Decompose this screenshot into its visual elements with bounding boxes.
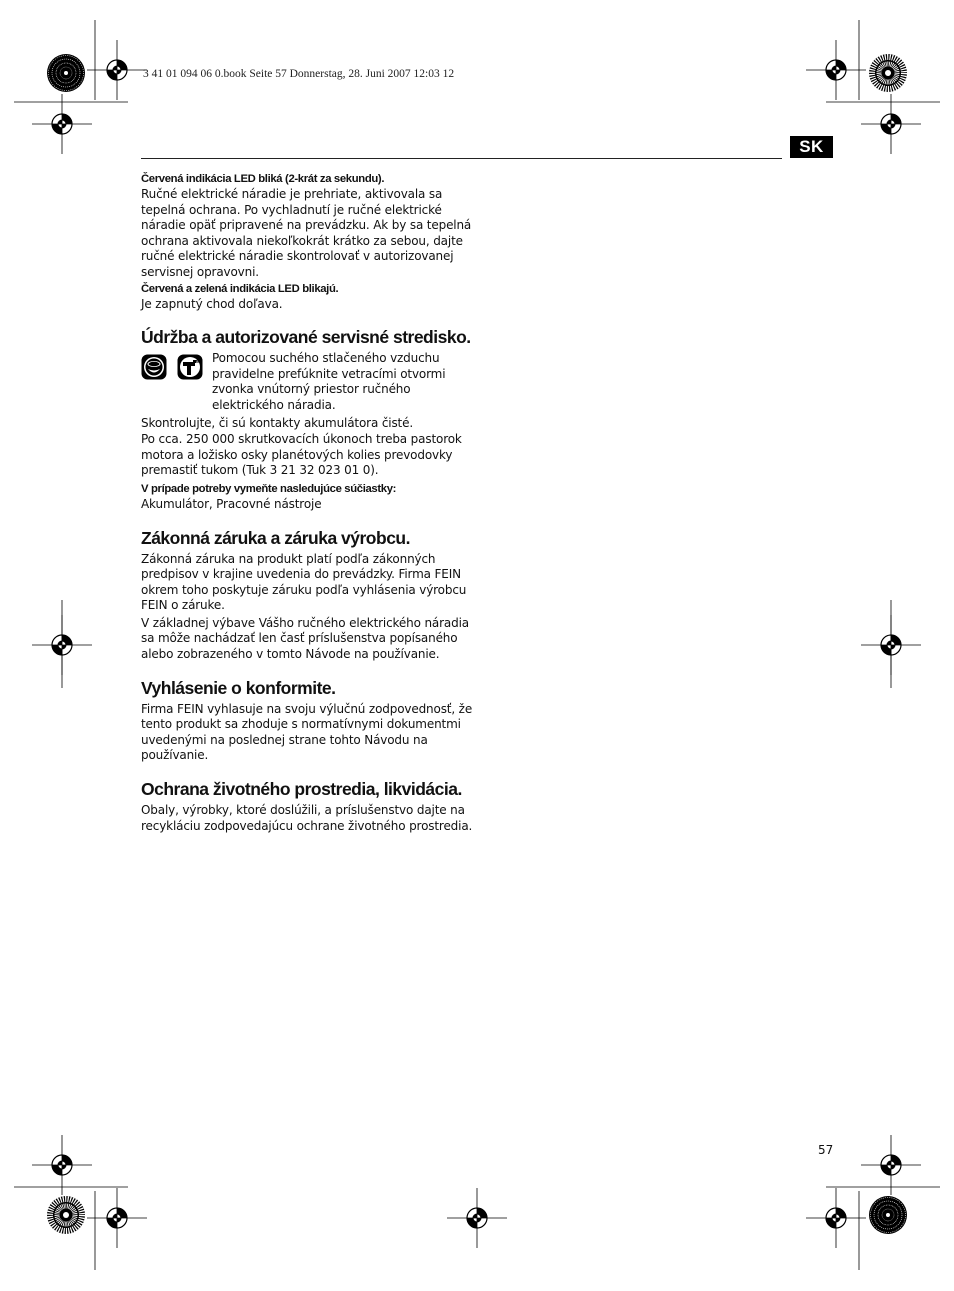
registration-mark-icon (806, 40, 866, 100)
conformity-p1: Firma FEIN vyhlasuje na svoju výlučnú zodpovednosť, že tento produkt sa zhoduje s normatívnymi dokumentmi uvedenými na poslednej strane tohto Návodu na používanie. (141, 701, 473, 763)
warranty-p2: V základnej výbave Vášho ručného elektrického náradia sa môže nachádzať len časť príslušenstva popísaného alebo zobrazeného v tomto Návode na používanie. (141, 615, 469, 662)
color-wheel-icon (869, 54, 907, 92)
registration-mark-icon (806, 1188, 866, 1248)
maintenance-p1: Skontrolujte, či sú kontakty akumulátora čisté. (141, 415, 414, 430)
led-red-title: Červená indikácia LED bliká (2-krát za sekundu). (141, 173, 385, 185)
protective-mask-icon (141, 354, 167, 380)
led-redgreen-text: Je zapnutý chod doľava. (141, 296, 283, 311)
parts-text: Akumulátor, Pracovné nástroje (141, 496, 322, 511)
maintenance-icon-row (141, 351, 481, 413)
warranty-heading: Zákonná záruka a záruka výrobcu. (141, 527, 410, 548)
registration-mark-icon (32, 94, 92, 154)
registration-mark-icon (861, 94, 921, 154)
registration-mark-icon (87, 40, 147, 100)
warranty-p1: Zákonná záruka na produkt platí podľa zákonných predpisov v krajine uvedenia do prevádzky. Firma FEIN okrem toho poskytuje záruku podľa vyhlásenia výrobcu FEIN o záruke. (141, 551, 467, 613)
maintenance-p2: Po cca. 250 000 skrutkovacích úkonoch treba pastorok motora a ložisko osky planétových kolies prevodovky premastiť tukom (Tuk 3 21 32 023 01 0). (141, 432, 462, 478)
led-redgreen-title: Červená a zelená indikácia LED blikajú. (141, 282, 339, 295)
color-wheel-icon (47, 1196, 85, 1234)
language-badge: SK (790, 136, 833, 158)
environment-p1: Obaly, výrobky, ktoré doslúžili, a príslušenstvo dajte na recykláciu zodpovedajúcu ochrane životného prostredia. (141, 803, 473, 833)
color-wheel-icon (869, 1196, 907, 1234)
maintenance-icons (141, 351, 212, 380)
registration-mark-icon (447, 1188, 507, 1248)
conformity-heading: Vyhlásenie o konformite. (141, 677, 336, 698)
color-wheel-icon (47, 54, 85, 92)
registration-mark-icon (32, 1135, 92, 1195)
led-red-text: Ručné elektrické náradie je prehriate, aktivovala sa tepelná ochrana. Po vychladnutí je ručné elektrické náradie opäť pripravené na prevádzku. Ak by sa tepelná ochrana aktivovala niekoľkokrát krátko za sebou, dajte ručné elektrické náradie skontrolovať v autorizovanej servisnej opravovni. (141, 187, 472, 279)
compressed-air-cleaning-icon (177, 354, 203, 380)
page-number: 57 (818, 1143, 834, 1157)
registration-mark-icon (32, 615, 92, 675)
maintenance-heading: Údržba a autorizované servisné stredisko. (141, 327, 471, 348)
maintenance-icon-text: Pomocou suchého stlačeného vzduchu pravidelne prefúknite vetracími otvormi zvonka vnútorný priestor ručného elektrického náradia. (212, 351, 446, 412)
header-rule (141, 158, 782, 159)
registration-mark-icon (87, 1188, 147, 1248)
main-content (141, 171, 481, 834)
environment-heading: Ochrana životného prostredia, likvidácia. (141, 779, 462, 800)
parts-title: V prípade potreby vymeňte nasledujúce súčiastky: (141, 482, 397, 495)
registration-mark-icon (861, 1135, 921, 1195)
book-info: 3 41 01 094 06 0.book Seite 57 Donnerstag, 28. Juni 2007 12:03 12 (143, 68, 455, 80)
registration-mark-icon (861, 615, 921, 675)
